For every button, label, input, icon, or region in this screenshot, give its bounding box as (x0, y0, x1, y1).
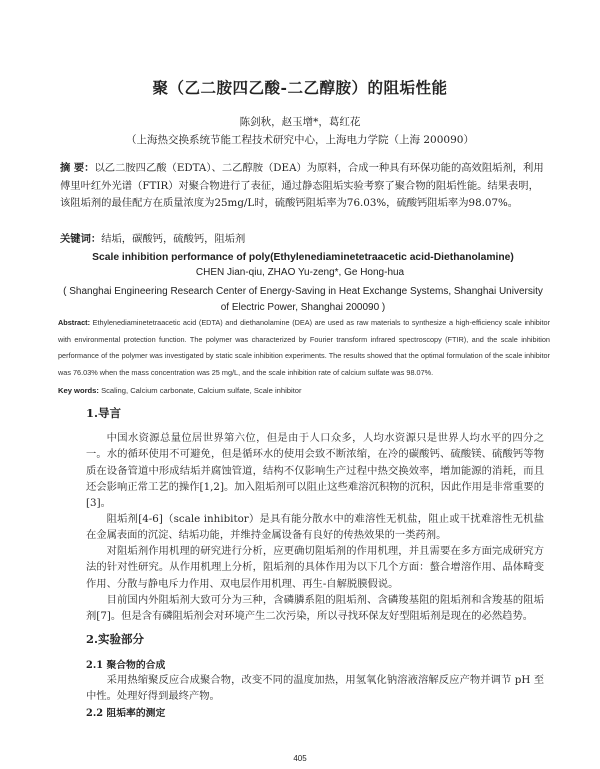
keywords-cn-label: 关键词： (60, 233, 102, 245)
paper-title-en: Scale inhibition performance of poly(Ethylenediaminetetraacetic acid-Diethanolamine) (92, 252, 514, 263)
abstract-cn-text: 以乙二胺四乙酸（EDTA）、二乙醇胺（DEA）为原料，合成一种具有环保功能的高效阻垢剂，利用傅里叶红外光谱（FTIR）对聚合物进行了表征，通过静态阻垢实验考察了聚合物的阻垢性能。结果表明，该阻垢剂的最佳配方在质量浓度为25mg/L时，硫酸钙阻垢率为76.03%，硫酸钙阻垢率为98.07%。 (60, 162, 544, 210)
synthesis-paragraph: 采用热缩聚反应合成聚合物，改变不同的温度加热，用氢氧化钠溶液溶解反应产物并调节 pH 至中性。处理好得到最终产物。 (86, 674, 544, 703)
intro-paragraph-1: 中国水资源总量位居世界第六位，但是由于人口众多，人均水资源只是世界人均水平的四分之一。水的循环使用不可避免，但是循环水的使用会致不断浓缩，在冷的碳酸钙、硫酸镁、硫酸钙等物质在设备管道中形成结垢并腐蚀管道，结构不仅影响生产过程中热交换效率，增加能源的消耗，而且还会影响正常工艺的操作[1,2]。加入阻垢剂可以阻止这些难溶沉积物的沉积，因此作用是非常重要的[3]。 (86, 432, 544, 510)
subsection-heading-inhibition-rate: 2.2 阻垢率的测定 (86, 708, 166, 719)
intro-paragraph-3: 对阻垢剂作用机理的研究进行分析，应更确切阻垢剂的作用机理，并且需要在多方面完成研究方法的针对性研究。从作用机理上分析，阻垢剂的具体作用为以下几个方面：螯合增溶作用、晶体畸变作用、分散与静电斥力作用、双电层作用机理、再生-自解脱膜假说。 (86, 545, 544, 590)
section-heading-introduction: 1.导言 (86, 406, 122, 420)
authors-cn: 陈剑秋，赵玉增*，葛红花 (239, 116, 361, 128)
keywords-cn-text: 结垢，碳酸钙，硫酸钙，阻垢剂 (101, 233, 246, 245)
section-heading-experimental: 2.实验部分 (86, 632, 145, 646)
abstract-cn-label: 摘 要： (60, 162, 95, 174)
abstract-cn (60, 160, 546, 213)
abstract-en (58, 315, 550, 381)
affiliation-en: ( Shanghai Engineering Research Center of Energy-Saving in Heat Exchange Systems, Shanghai University of Electric Power, Shanghai 200090 ) (63, 286, 543, 313)
subsection-heading-synthesis: 2.1 聚合物的合成 (86, 660, 166, 671)
keywords-en-text: Scaling, Calcium carbonate, Calcium sulfate, Scale inhibitor (101, 386, 302, 395)
keywords-cn (60, 230, 546, 245)
abstract-en-text: Ethylenediaminetetraacetic acid (EDTA) and diethanolamine (DEA) are used as raw materials to synthesize a high-efficiency scale inhibitor with environmental protection function. The polymer was characterized by Fourier transform infrared spectroscopy (FTIR), and the scale inhibition performance of the polymer was investigated by static scale inhibition experiments. The results showed that the optimal formulation of the scale inhibitor was 76.03% when the mass concentration was 25 mg/L, and the scale inhibition rate of calcium sulfate was 98.07%. (58, 318, 550, 377)
keywords-en (58, 386, 550, 395)
page-number: 405 (293, 754, 307, 763)
intro-paragraph-4: 目前国内外阻垢剂大致可分为三种，含磷膦系阻的阻垢剂、含磷羧基阻的阻垢剂和含羧基的阻垢剂[7]。但是含有磷阻垢剂会对环境产生二次污染，所以寻找环保友好型阻垢剂是现在的必然趋势。 (86, 594, 544, 623)
intro-paragraph-2: 阻垢剂[4-6]（scale inhibitor）是具有能分散水中的难溶性无机盐，阻止或干扰难溶性无机盐在金属表面的沉淀、结垢功能，并维持金属设备有良好的传热效果的一类药剂。 (86, 513, 544, 542)
authors-en: CHEN Jian-qiu, ZHAO Yu-zeng*, Ge Hong-hua (195, 267, 405, 278)
keywords-en-label: Key words: (58, 386, 99, 395)
paper-title-cn: 聚（乙二胺四乙酸-二乙醇胺）的阻垢性能 (152, 78, 448, 97)
abstract-en-label: Abstract: (58, 318, 91, 327)
affiliation-cn: （上海热交换系统节能工程技术研究中心，上海电力学院（上海 200090） (126, 134, 474, 146)
